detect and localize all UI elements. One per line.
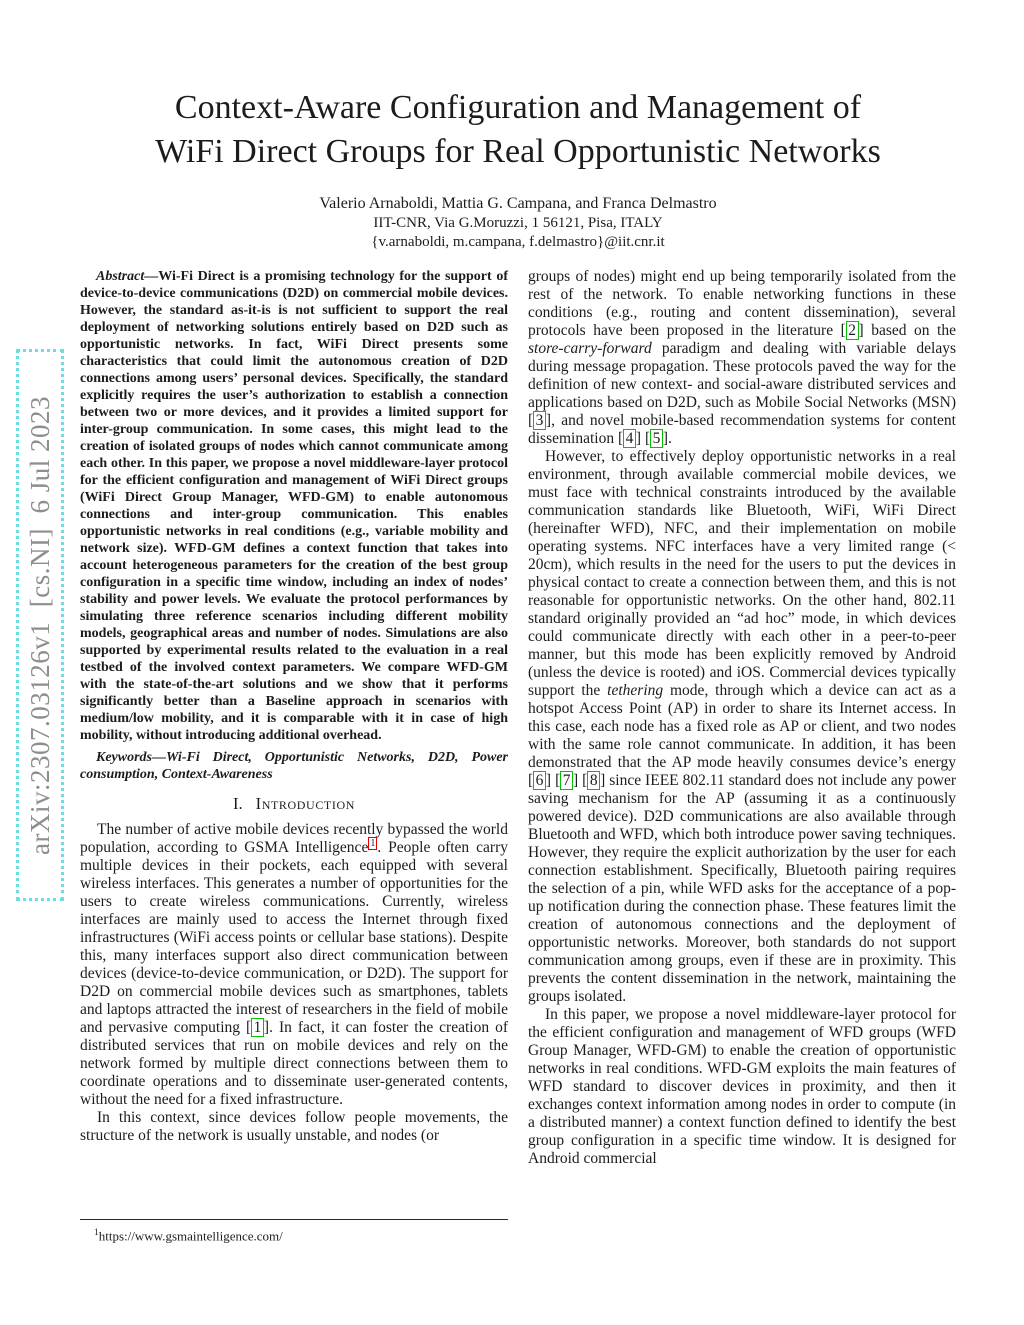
text-run: based on the xyxy=(863,322,956,339)
text-run xyxy=(578,772,582,789)
footnote-block xyxy=(80,1219,508,1244)
citation-link[interactable]: 4 xyxy=(623,429,636,448)
text-run: The number of active mobile devices recently bypassed the world population, according to GSMA Intelligence xyxy=(80,821,508,856)
two-column-layout xyxy=(80,268,956,1244)
footnote-url[interactable]: https://www.gsmaintelligence.com/ xyxy=(98,1228,283,1243)
paper-title-line-1: Context-Aware Configuration and Management of xyxy=(174,89,862,126)
text-run: mode, through which a device can act as a hotspot Access Point (AP) in order to share its Internet access. In this case, each node has a fixed role as AP or client, and two nodes with the same role cannot communicate. In addition, it has been demonstrated that the AP mode heavily consumes device’s energy xyxy=(528,682,957,771)
citation-link[interactable]: 5 xyxy=(650,429,663,448)
section-heading-introduction xyxy=(80,794,508,814)
paper-title-line-2: WiFi Direct Groups for Real Opportunistic Networks xyxy=(155,133,881,170)
footnote xyxy=(80,1225,508,1244)
abstract-body: Wi-Fi Direct is a promising technology for the support of device-to-device communications (D2D) on commercial mobile devices. However, the standard as-it-is is not sufficient to support the real deployment of networking solutions entirely based on D2D such as opportunistic networks. In fact, WiFi Direct presents some characteristics that could limit the autonomous creation of D2D connections among users’ personal devices. Specifically, the standard explicitly requires the user’s authorization to establish a connection between two or more devices, and it provides a limited support for inter-group communication. In some cases, this might lead to the creation of isolated groups of nodes which cannot communicate among each other. In this paper, we propose a novel middleware-layer protocol for the efficient configuration and management of WiFi Direct groups (WiFi Direct Group Manager, WFD-GM) to enable autonomous connections and inter-group communication. This enables opportunistic networks in real conditions (e.g., variable mobility and network size). WFD-GM defines a context function that takes into account heterogeneous parameters for the creation of the best group configuration in a specific time window, including an index of nodes’ stability and power levels. We evaluate the protocol performances by simulating three reference scenarios including different mobility models, geographical areas and number of nodes. Simulations are also supported by experimental results related to the evaluation in a real testbed of the involved context parameters. We compare WFD-GM with the state-of-the-art solutions and we show that it performs significantly better than a Baseline approach in scenarios with medium/low mobility, and it is comparable with it in case of high mobility, without introducing additional overhead. xyxy=(80,269,508,743)
text-run: . In fact, it can foster the creation of distributed services that run on mobile devices and rely on the network formed by multiple direct connections between them to coordinate operations and to disseminate user-generated contents, without the need for a fixed infrastructure. xyxy=(80,1019,508,1108)
text-run: paradigm and dealing with variable delays during message propagation. These protocols paved the way for the definition of new context- and social-aware distributed services and applications based on D2D, such as Mobile Social Networks (MSN) xyxy=(528,340,956,411)
citation-link[interactable]: 6 xyxy=(533,771,546,790)
left-column xyxy=(80,268,508,1244)
text-run: since IEEE 802.11 standard does not include any power saving mechanism for the AP (assuming it as a continuously powered device). D2D communications are also available through Bluetooth and WFD, which both introduce power saving techniques. However, they require the explicit authorization by the user for each connection establishment. Specifically, Bluetooth pairing requires the selection of a pin, while WFD asks for the acceptance of a pop-up notification during the connection phase. These features limit the creation of autonomous connections and the deployment of opportunistic networks. Moreover, both standards do not support communication among groups, even if these are in proximity. This prevents the content dissemination in the network, maintaining the groups isolated. xyxy=(528,772,956,1005)
text-run: . People often carry multiple devices in their pockets, each equipped with several wireless interfaces. This generates a number of opportunities for the users to create wireless communications. Currently, wireless interfaces are mainly used to access the Internet through fixed infrastructures (WiFi access points or cellular base stations). Despite this, many interfaces support also direct communication between devices (device-to-device communication, or D2D). The support for D2D on commercial mobile devices such as smartphones, tablets and laptops attracted the interest of researchers in the field of mobile and pervasive computing xyxy=(80,839,508,1036)
keywords-label: Keywords— xyxy=(96,750,166,765)
arxiv-stamp xyxy=(16,349,64,901)
intro-paragraph-1: The number of active mobile devices recently bypassed the world population, according to GSMA Intelligence $^1$ . People often carry multiple devices in their pockets, each equipped with several wireless interfaces. This generates a number of opportunities for the users to create wireless communications. Currently, wireless interfaces are mainly used to access the Internet through fixed infrastructures (WiFi access points or cellular base stations). Despite this, many interfaces support also direct communication between devices (device-to-device communication, or D2D). The support for D2D on commercial mobile devices such as smartphones, tablets and laptops attracted the interest of researchers in the field of mobile and pervasive computing [ 1 ]. In fact, it can foster the creation of distributed services that run on mobile devices and rely on the network formed by multiple direct connections between them to coordinate operations and to disseminate user-generated contents, without the need for a fixed infrastructure. xyxy=(80,821,508,1108)
keywords-body: Wi-Fi Direct, Opportunistic Networks, D2D, Power consumption, Context-Awareness xyxy=(80,750,508,782)
footnote-rule xyxy=(80,1219,508,1220)
intro-paragraph-4: In this paper, we propose a novel middleware-layer protocol for the efficient configuration and management of WFD groups (WFD Group Manager, WFD-GM) to enable the creation of opportunistic networks in real conditions. WFD-GM exploits the main features of WFD standard to discover devices in proximity, and then it exchanges context information among nodes in order to compute (in a distributed manner) a context function defined to identify the best group configuration in a specific time window. It is designed for Android commercial xyxy=(528,1006,956,1167)
email-line: {v.arnaboldi, m.campana, f.delmastro}@iit.cnr.it xyxy=(371,234,665,250)
text-run: However, to effectively deploy opportunistic networks in a real environment, through available commercial mobile devices, we must face with technical constraints introduced by the available communication standards like Bluetooth, WiFi, WiFi Direct (hereinafter WFD), NFC, and their implementation on mobile operating systems. NFC interfaces have a very limited range (< 20cm), which results in the need for the users to put the devices in physical contact to create a connection between them, and this is not reasonable for opportunistic networks. On the other hand, 802.11 standard originally provided an “ad hoc” mode, in which devices could communicate directly with each other in a peer-to-peer manner, but this mode has been explicitly removed by Android (unless the device is rooted) and iOS. Commercial devices typically support the xyxy=(528,448,956,699)
text-run: . xyxy=(668,430,672,447)
abstract-paragraph xyxy=(80,268,508,744)
intro-paragraph-3: However, to effectively deploy opportunistic networks in a real environment, through available commercial mobile devices, we must face with technical constraints introduced by the available communication standards like Bluetooth, WiFi, WiFi Direct (hereinafter WFD), NFC, and their implementation on mobile operating systems. NFC interfaces have a very limited range (< 20cm), which results in the need for the users to put the devices in physical contact to create a connection between them, and this is not reasonable for opportunistic networks. On the other hand, 802.11 standard originally provided an “ad hoc” mode, in which devices could communicate directly with each other in a peer-to-peer manner, but this mode has been explicitly removed by Android (unless the device is rooted) and iOS. Commercial devices typically support the tethering mode, through which a device can act as a hotspot Access Point (AP) in order to share its Internet access. In this case, each node has a fixed role as AP or client, and two nodes with the same role cannot communicate. In addition, it has been demonstrated that the AP mode heavily consumes device’s energy [ 6 ] [ 7 ] [ 8 ] since IEEE 802.11 standard does not include any power saving mechanism for the AP (assuming it as a continuously powered device). D2D communications are also available through Bluetooth and WFD, which both introduce power saving techniques. However, they require the explicit authorization by the user for each connection establishment. Specifically, Bluetooth pairing requires the selection of a pin, while WFD asks for the acceptance of a pop-up notification during the connection phase. These features limit the creation of autonomous connections and the deployment of opportunistic networks. Moreover, both standards do not support communication among groups, even if these are in proximity. This prevents the content dissemination in the network, maintaining the groups isolated. xyxy=(528,448,957,1005)
text-run: , and novel mobile-based recommendation systems for content dissemination xyxy=(528,412,956,447)
footnote-marker: 1 xyxy=(94,1227,99,1238)
affiliation-line: IIT-CNR, Via G.Moruzzi, 1 56121, Pisa, ITALY xyxy=(373,215,663,231)
section-title: Introduction xyxy=(255,794,355,813)
authors-line: Valerio Arnaboldi, Mattia G. Campana, and Franca Delmastro xyxy=(319,195,717,212)
citation-link[interactable]: 3 xyxy=(533,411,546,430)
right-column xyxy=(528,268,956,1244)
text-run: groups of nodes) might end up being temporarily isolated from the rest of the network. To enable networking functions in these conditions (e.g., routing and content dissemination), several protocols have been proposed in the literature xyxy=(528,268,956,339)
citation-link[interactable]: 7 xyxy=(560,771,573,790)
italic-text: tethering xyxy=(607,682,664,699)
text-run xyxy=(641,430,645,447)
paper-page-content xyxy=(80,0,956,1244)
abstract-label: Abstract— xyxy=(96,269,159,284)
paper-header xyxy=(80,0,956,252)
section-number: I. xyxy=(233,794,243,813)
intro-paragraph-2-continued: groups of nodes) might end up being temporarily isolated from the rest of the network. To enable networking functions in these conditions (e.g., routing and content dissemination), several protocols have been proposed in the literature [ 2 ] based on the store-carry-forward paradigm and dealing with variable delays during message propagation. These protocols paved the way for the definition of new context- and social-aware distributed services and applications based on D2D, such as Mobile Social Networks (MSN) [ 3 ], and novel mobile-based recommendation systems for content dissemination [ 4 ] [ 5 ]. xyxy=(528,268,956,447)
footnote-ref-number[interactable]: 1 xyxy=(370,837,376,849)
keywords-paragraph xyxy=(80,749,508,783)
italic-text: store-carry-forward xyxy=(528,340,652,357)
citation-link[interactable]: 2 xyxy=(846,321,859,340)
citation-link[interactable]: 1 xyxy=(251,1018,264,1037)
arxiv-stamp-text: arXiv:2307.03126v1 [cs.NI] 6 Jul 2023 xyxy=(24,395,55,855)
footnote-ref-link[interactable] xyxy=(368,837,377,850)
text-run xyxy=(551,772,555,789)
citation-link[interactable]: 8 xyxy=(587,771,600,790)
intro-paragraph-2: In this context, since devices follow people movements, the structure of the network is usually unstable, and nodes (or xyxy=(80,1109,508,1144)
